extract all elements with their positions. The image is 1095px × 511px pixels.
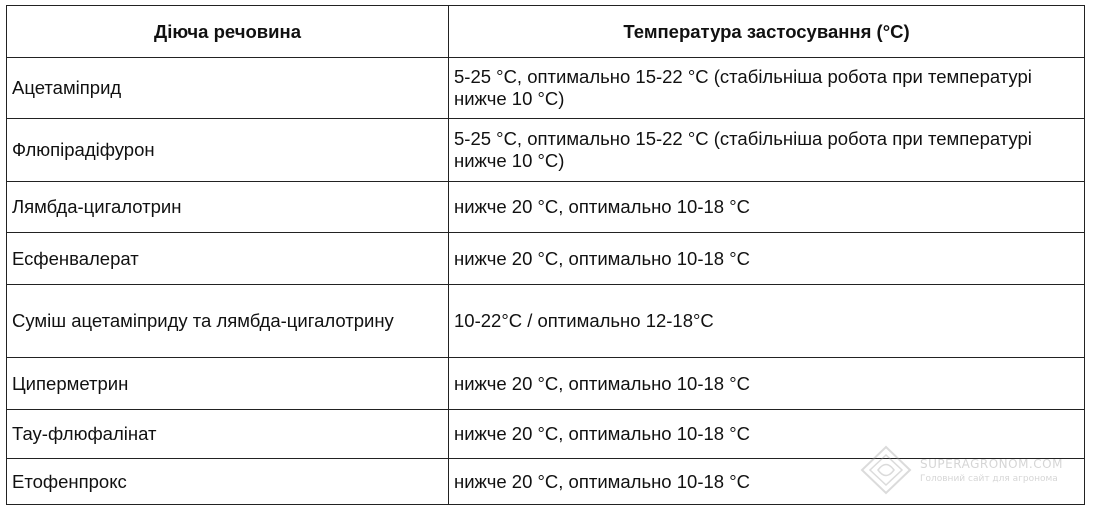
table-header-row (7, 6, 1085, 58)
table-row (7, 410, 1085, 459)
table-row (7, 182, 1085, 233)
temperature-cell: нижче 20 °C, оптимально 10-18 °C (449, 233, 1085, 285)
temperature-cell: нижче 20 °C, оптимально 10-18 °C (449, 459, 1085, 505)
temperature-cell: нижче 20 °C, оптимально 10-18 °C (449, 358, 1085, 410)
watermark-site-name: SUPERAGRONOM.COM (920, 457, 1063, 471)
header-temperature: Температура застосування (°C) (449, 6, 1085, 58)
watermark-tagline: Головний сайт для агронома (920, 474, 1058, 484)
table-row (7, 233, 1085, 285)
substance-cell: Флюпірадіфурон (7, 119, 449, 182)
substance-cell: Лямбда-цигалотрин (7, 182, 449, 233)
substance-cell: Етофенпрокс (7, 459, 449, 505)
header-substance: Діюча речовина (7, 6, 449, 58)
temperature-cell: нижче 20 °C, оптимально 10-18 °C (449, 182, 1085, 233)
substance-cell: Суміш ацетаміприду та лямбда-цигалотрину (7, 285, 449, 358)
table-row (7, 58, 1085, 119)
substance-cell: Тау-флюфалінат (7, 410, 449, 459)
substance-cell: Есфенвалерат (7, 233, 449, 285)
temperature-table-container (6, 5, 1085, 505)
substance-cell: Ацетаміприд (7, 58, 449, 119)
temperature-cell: 10-22°C / оптимально 12-18°C (449, 285, 1085, 358)
table-row (7, 119, 1085, 182)
table-row (7, 285, 1085, 358)
temperature-cell: 5-25 °C, оптимально 15-22 °C (стабільніша робота при температурі нижче 10 °C) (449, 58, 1085, 119)
table-row (7, 459, 1085, 505)
table-row (7, 358, 1085, 410)
temperature-cell: 5-25 °C, оптимально 15-22 °C (стабільніша робота при температурі нижче 10 °C) (449, 119, 1085, 182)
insecticide-temperature-table (6, 5, 1085, 505)
temperature-cell: нижче 20 °C, оптимально 10-18 °C (449, 410, 1085, 459)
substance-cell: Циперметрин (7, 358, 449, 410)
